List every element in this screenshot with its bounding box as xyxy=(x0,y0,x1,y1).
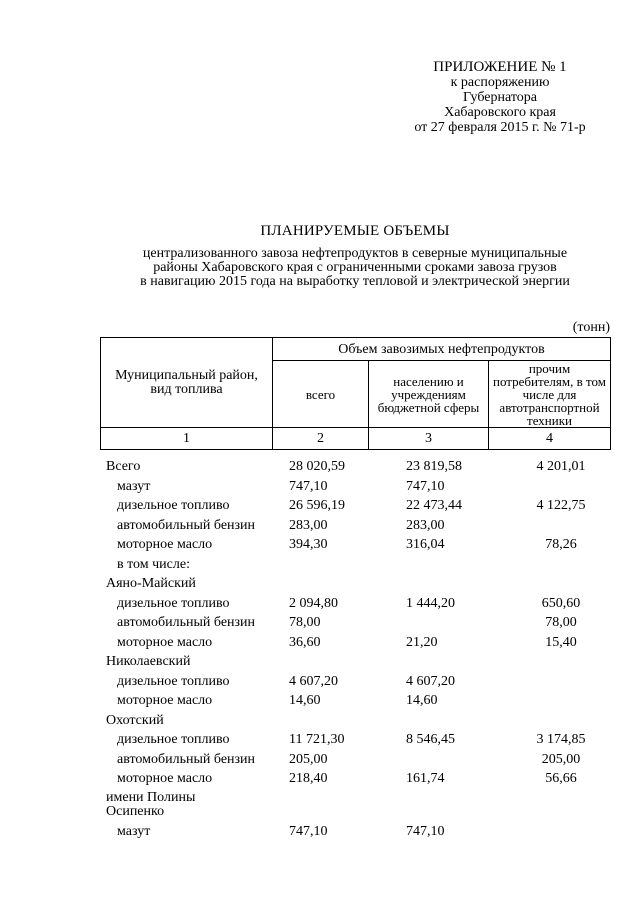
row-total: 4 607,20 xyxy=(289,673,338,689)
row-total: 36,60 xyxy=(289,634,321,650)
column-number: 1 xyxy=(101,428,273,450)
row-name: мазут xyxy=(117,478,151,494)
document-subtitle-line: районы Хабаровского края с ограниченными сроками завоза грузов xyxy=(153,260,557,275)
row-total: 218,40 xyxy=(289,771,328,786)
header-municipal-district: Муниципальный район, вид топлива xyxy=(101,338,273,428)
row-name: мазут xyxy=(117,823,151,839)
row-name: дизельное топливо xyxy=(117,673,230,689)
row-total: 283,00 xyxy=(289,517,328,533)
table-row xyxy=(106,824,616,844)
unit-label: (тонн) xyxy=(572,320,610,335)
appendix-line: Хабаровского края xyxy=(444,105,556,120)
row-other-consumers: 78,26 xyxy=(545,537,577,552)
table-row xyxy=(106,459,616,479)
table-row xyxy=(106,732,616,752)
table-row xyxy=(106,674,616,694)
header-volume-group: Объем завозимых нефтепродуктов xyxy=(273,338,611,361)
row-population: 22 473,44 xyxy=(406,498,462,513)
column-number: 3 xyxy=(369,428,489,450)
table-row xyxy=(106,518,616,538)
row-population: 14,60 xyxy=(406,693,438,708)
row-name: моторное масло xyxy=(117,693,213,708)
appendix-line: Губернатора xyxy=(462,90,538,105)
row-name: имени Полины Осипенко xyxy=(106,789,196,819)
row-population: 283,00 xyxy=(406,517,445,533)
row-total: 11 721,30 xyxy=(289,732,345,747)
appendix-line: к распоряжению xyxy=(450,75,550,90)
row-name: автомобильный бензин xyxy=(117,615,256,630)
header-total: всего xyxy=(273,361,369,428)
document-title: ПЛАНИРУЕМЫЕ ОБЪЕМЫ xyxy=(260,223,450,239)
row-name: дизельное топливо xyxy=(117,595,230,611)
table-row xyxy=(106,615,616,635)
row-other-consumers: 205,00 xyxy=(541,751,581,767)
row-total: 205,00 xyxy=(289,751,328,767)
document-subtitle-line: централизованного завоза нефтепродуктов в северные муниципальные xyxy=(142,246,568,261)
row-other-consumers: 650,60 xyxy=(541,595,581,611)
header-other-consumers: прочим потребителям, в том числе для автотранспортной техники xyxy=(489,361,611,428)
row-name: автомобильный бензин xyxy=(117,751,256,767)
table-row xyxy=(106,596,616,616)
table-row xyxy=(106,791,616,824)
row-other-consumers: 78,00 xyxy=(545,615,577,630)
table-body xyxy=(106,459,616,843)
row-total: 2 094,80 xyxy=(289,595,338,611)
row-population: 316,04 xyxy=(406,537,445,552)
row-population: 23 819,58 xyxy=(406,459,462,474)
row-name: Николаевский xyxy=(106,654,191,669)
row-population: 747,10 xyxy=(406,823,445,839)
row-other-consumers: 3 174,85 xyxy=(536,732,586,747)
table-row xyxy=(106,479,616,499)
row-name: Всего xyxy=(106,459,141,474)
row-name: дизельное топливо xyxy=(117,498,230,513)
row-total: 747,10 xyxy=(289,478,328,494)
table-row xyxy=(106,752,616,772)
table-row xyxy=(106,771,616,791)
table-row xyxy=(106,693,616,713)
table-row xyxy=(106,498,616,518)
table-header xyxy=(100,337,611,450)
row-name: моторное масло xyxy=(117,537,213,552)
row-population: 161,74 xyxy=(406,771,445,786)
appendix-date-line: от 27 февраля 2015 г. № 71-р xyxy=(414,120,586,135)
row-other-consumers: 15,40 xyxy=(545,634,577,650)
table-row xyxy=(106,537,616,557)
row-population: 8 546,45 xyxy=(406,732,455,747)
table-row xyxy=(106,576,616,596)
column-number: 4 xyxy=(489,428,611,450)
row-name: Охотский xyxy=(106,712,164,728)
table-row xyxy=(106,654,616,674)
row-name: моторное масло xyxy=(117,634,213,650)
row-name: моторное масло xyxy=(117,771,213,786)
row-total: 26 596,19 xyxy=(289,498,345,513)
row-other-consumers: 56,66 xyxy=(545,771,577,786)
table-row xyxy=(106,713,616,733)
column-number: 2 xyxy=(273,428,369,450)
row-name: автомобильный бензин xyxy=(117,517,256,533)
row-other-consumers: 4 201,01 xyxy=(536,459,586,474)
row-name: Аяно-Майский xyxy=(106,576,196,591)
row-total: 394,30 xyxy=(289,537,328,552)
row-total: 78,00 xyxy=(289,615,321,630)
row-total: 14,60 xyxy=(289,693,321,708)
row-population: 21,20 xyxy=(406,634,438,650)
row-total: 28 020,59 xyxy=(289,459,345,474)
row-population: 747,10 xyxy=(406,478,445,494)
row-population: 1 444,20 xyxy=(406,595,455,611)
document-subtitle-line: в навигацию 2015 года на выработку тепловой и электрической энергии xyxy=(140,274,570,289)
table-row xyxy=(106,557,616,577)
row-name: в том числе: xyxy=(117,556,190,572)
row-total: 747,10 xyxy=(289,823,328,839)
row-population: 4 607,20 xyxy=(406,673,455,689)
row-other-consumers: 4 122,75 xyxy=(536,498,586,513)
table-row xyxy=(106,635,616,655)
row-name: дизельное топливо xyxy=(117,732,230,747)
document-heading xyxy=(100,223,610,289)
appendix-block xyxy=(390,60,610,135)
appendix-title: ПРИЛОЖЕНИЕ № 1 xyxy=(433,59,567,75)
header-population: населению и учреждениям бюджетной сферы xyxy=(369,361,489,428)
